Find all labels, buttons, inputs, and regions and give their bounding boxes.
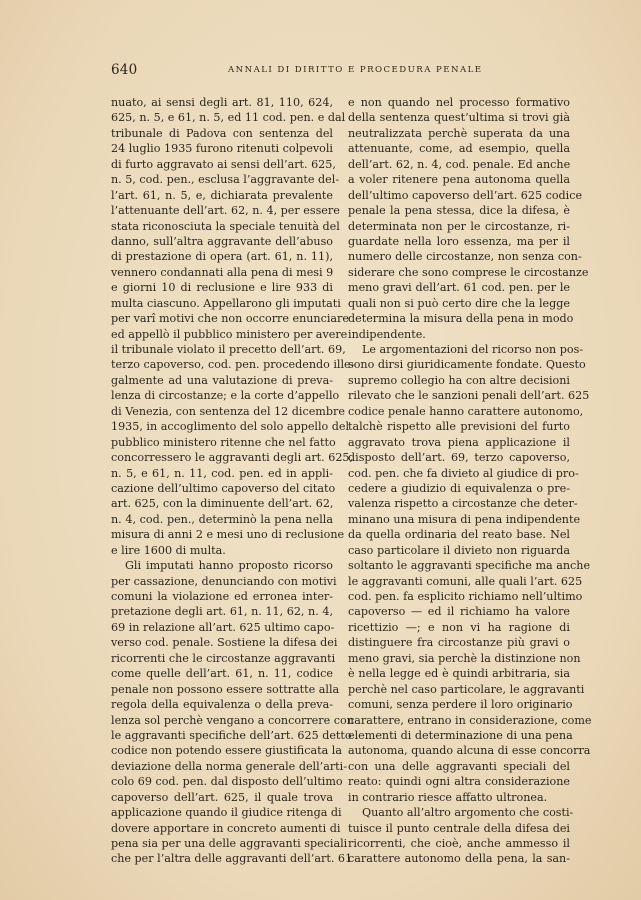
text-line: è nella legge ed è quindi arbitraria, sia xyxy=(348,667,570,681)
text-line: perchè nel caso particolare, le aggravanti xyxy=(348,682,585,696)
text-line: valenza rispetto a circostanze che deter- xyxy=(348,497,578,511)
text-line: danno, sull’altra aggravante dell’abuso xyxy=(111,234,333,248)
text-line: ricorrenti che le circostanze aggravanti xyxy=(111,651,336,665)
text-line: determina la misura della pena in modo xyxy=(348,312,574,326)
text-line: deviazione della norma generale dell’arti- xyxy=(111,759,347,773)
text-line: reato: quindi ogni altra considerazione xyxy=(348,775,570,789)
text-line: di furto aggravato ai sensi dell’art. 625, xyxy=(111,157,336,171)
text-line: siderare che sono comprese le circostanze xyxy=(348,265,589,279)
text-line: Gli imputati hanno proposto ricorso xyxy=(125,559,333,573)
text-line: cod. pen. fa esplicito richiamo nell’ultimo xyxy=(348,590,583,603)
text-line: lenza di circostanze; e la corte d’appello xyxy=(111,389,340,403)
text-line: distinguere fra circostanze più gravi o xyxy=(348,636,570,650)
text-line: il tribunale violato il precetto dell’art. 69, xyxy=(111,343,346,356)
text-line: l’attenuante dell’art. 62, n. 4, per essere xyxy=(111,204,340,218)
text-line: penale la pena stessa, dice la difesa, è xyxy=(348,204,570,218)
text-line: talchè rispetto alle previsioni del furto xyxy=(348,420,570,434)
text-line: caso particolare il divieto non riguarda xyxy=(348,543,570,557)
text-line: n. 5, cod. pen., esclusa l’aggravante del- xyxy=(111,173,340,187)
running-head: ANNALI DI DIRITTO E PROCEDURA PENALE xyxy=(228,65,483,75)
text-line: terzo capoverso, cod. pen. procedendo ille- xyxy=(111,358,355,372)
text-line: aggravato trova piena applicazione il xyxy=(348,435,570,449)
text-line: e non quando nel processo formativo xyxy=(348,96,570,109)
text-line: 69 in relazione all’art. 625 ultimo capo- xyxy=(111,620,335,634)
text-line: lenza sol perchè vengano a concorrere con xyxy=(111,713,354,727)
page-number: 640 xyxy=(111,62,138,78)
text-line: attenuante, come, ad esempio, quella xyxy=(348,142,570,156)
text-line: comuni, senza perdere il loro originario xyxy=(348,698,573,712)
text-line: disposto dell’art. 69, terzo capoverso, xyxy=(348,451,570,465)
text-line: rilevato che le sanzioni penali dell’art. 625 xyxy=(348,389,590,403)
text-line: colo 69 cod. pen. dal disposto dell’ultimo xyxy=(111,775,343,789)
text-line: applicazione quando il giudice ritenga di xyxy=(111,806,342,820)
text-line: codice penale hanno carattere autonomo, xyxy=(348,404,584,418)
text-line: elementi di determinazione di una pena xyxy=(348,728,573,742)
text-line: Le argomentazioni del ricorso non pos- xyxy=(362,343,584,356)
text-line: le aggravanti comuni, alle quali l’art. 625 xyxy=(348,574,583,588)
text-line: 625, n. 5, e 61, n. 5, ed 11 cod. pen. e dal xyxy=(111,111,346,125)
text-line: comuni la violazione ed erronea inter- xyxy=(111,590,333,603)
text-line: codice non potendo essere giustificata la xyxy=(111,744,342,758)
text-line: autonoma, quando alcuna di esse concorra xyxy=(348,744,591,758)
text-line: art. 625, con la diminuente dell’art. 62, xyxy=(111,497,334,511)
text-line: carattere, entrano in considerazione, come xyxy=(348,713,592,727)
text-line: con una delle aggravanti speciali del xyxy=(348,759,570,773)
text-line: dell’ultimo capoverso dell’art. 625 codice xyxy=(348,188,583,202)
text-line: tuisce il punto centrale della difesa dei xyxy=(348,821,570,835)
right-text-column xyxy=(348,95,592,867)
text-line: misura di anni 2 e mesi uno di reclusione xyxy=(111,528,345,542)
text-line: pretazione degli art. 61, n. 11, 62, n. 4, xyxy=(111,605,333,619)
text-line: e giorni 10 di reclusione e lire 933 di xyxy=(111,281,333,295)
text-line: galmente ad una valutazione di preva- xyxy=(111,373,333,387)
text-line: supremo collegio ha con altre decisioni xyxy=(348,373,570,387)
text-line: 24 luglio 1935 furono ritenuti colpevoli xyxy=(111,142,333,156)
text-line: pena sia per una delle aggravanti speciali xyxy=(111,837,348,850)
text-line: n. 5, e 61, n. 11, cod. pen. ed in appli- xyxy=(111,466,333,480)
text-line: e lire 1600 di multa. xyxy=(111,543,226,557)
text-line: ed appellò il pubblico ministero per avere xyxy=(111,327,348,341)
text-line: stata riconosciuta la speciale tenuità del xyxy=(111,219,340,233)
text-line: verso cod. penale. Sostiene la difesa dei xyxy=(111,636,338,650)
text-line: di prestazione di opera (art. 61, n. 11), xyxy=(111,250,333,264)
text-line: capoverso — ed il richiamo ha valore xyxy=(348,605,570,619)
text-line: cod. pen. che fa divieto al giudice di pro- xyxy=(348,466,579,480)
text-line: dovere apportare in concreto aumenti di xyxy=(111,821,341,835)
text-line: minano una misura di pena indipendente xyxy=(348,512,581,526)
text-line: della sentenza quest’ultima si trovi già xyxy=(348,111,570,125)
text-line: l’art. 61, n. 5, e, dichiarata prevalente xyxy=(111,188,333,202)
text-line: quali non si può certo dire che la legge xyxy=(348,296,570,310)
text-line: tribunale di Padova con sentenza del xyxy=(111,126,333,140)
text-line: per varî motivi che non occorre enunciare xyxy=(111,312,349,326)
text-line: per cassazione, denunciando con motivi xyxy=(111,574,337,588)
text-line: regola della equivalenza o della preva- xyxy=(111,698,333,712)
text-line: vennero condannati alla pena di mesi 9 xyxy=(111,265,334,279)
text-line: 1935, in accoglimento del solo appello del xyxy=(111,420,350,434)
text-line: multa ciascuno. Appellarono gli imputati xyxy=(111,296,341,310)
text-line: nuato, ai sensi degli art. 81, 110, 624, xyxy=(111,96,333,109)
text-line: numero delle circostanze, non senza con- xyxy=(348,250,582,264)
text-line: determinata non per le circostanze, ri- xyxy=(348,219,570,233)
text-line: ricettizio —; e non vi ha ragione di xyxy=(348,620,570,634)
text-line: soltanto le aggravanti specifiche ma anche xyxy=(348,559,591,573)
text-line: Quanto all’altro argomento che costi- xyxy=(362,806,574,820)
text-line: penale non possono essere sottratte alla xyxy=(111,682,340,696)
text-line: indipendente. xyxy=(348,327,426,341)
text-line: di Venezia, con sentenza del 12 dicembre xyxy=(111,404,345,418)
text-line: da quella ordinaria del reato base. Nel xyxy=(348,528,570,542)
text-line: cazione dell’ultimo capoverso del citato xyxy=(111,481,336,495)
text-line: che per l’altra delle aggravanti dell’art. 61 xyxy=(111,852,353,866)
text-line: ricorrenti, che cioè, anche ammesso il xyxy=(348,837,570,850)
text-line: guardate nella loro essenza, ma per il xyxy=(348,234,570,248)
left-text-column xyxy=(111,95,355,867)
text-line: cedere a giudizio di equivalenza o pre- xyxy=(348,481,570,495)
text-line: meno gravi dell’art. 61 cod. pen. per le xyxy=(348,281,570,295)
text-line: meno gravi, sia perchè la distinzione non xyxy=(348,651,581,665)
text-line: carattere autonomo della pena, la san- xyxy=(348,852,570,866)
text-line: come quelle dell’art. 61, n. 11, codice xyxy=(111,667,333,681)
text-line: pubblico ministero ritenne che nel fatto xyxy=(111,435,336,449)
text-line: neutralizzata perchè superata da una xyxy=(348,126,570,140)
text-line: a voler ritenere pena autonoma quella xyxy=(348,173,570,187)
text-line: in contrario riesce affatto ultronea. xyxy=(348,790,548,804)
text-line: n. 4, cod. pen., determinò la pena nella xyxy=(111,512,333,526)
text-line: dell’art. 62, n. 4, cod. penale. Ed anche xyxy=(348,157,571,171)
page-header xyxy=(111,62,573,80)
text-line: sono dirsi giuridicamente fondate. Questo xyxy=(348,358,586,372)
text-line: capoverso dell’art. 625, il quale trova xyxy=(111,790,333,804)
text-line: le aggravanti specifiche dell’art. 625 detto xyxy=(111,728,352,742)
text-line: concorressero le aggravanti degli art. 625, xyxy=(111,451,354,465)
